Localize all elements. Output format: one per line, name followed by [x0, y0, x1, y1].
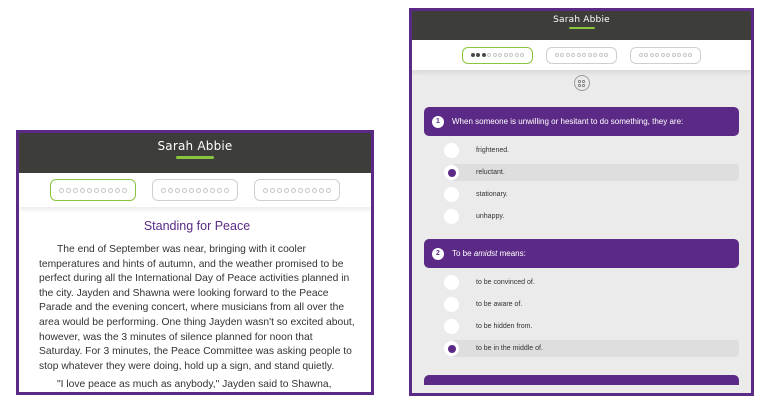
progress-section-2[interactable]	[546, 47, 617, 64]
header-bar	[19, 133, 371, 173]
progress-dot	[305, 188, 310, 193]
quiz-list	[412, 107, 751, 385]
story-panel	[16, 130, 374, 395]
progress-dot	[666, 53, 670, 57]
progress-dot	[604, 53, 608, 57]
progress-dot	[298, 188, 303, 193]
progress-bar	[412, 40, 751, 70]
progress-dot	[560, 53, 564, 57]
progress-dot	[224, 188, 229, 193]
progress-dot	[683, 53, 687, 57]
progress-dot	[498, 53, 502, 57]
progress-dot	[277, 188, 282, 193]
question-number: 2	[432, 248, 444, 260]
answer-label: unhappy.	[476, 213, 505, 220]
progress-dot	[196, 188, 201, 193]
answer-label: frightened.	[476, 147, 510, 154]
answer-option[interactable]	[452, 142, 739, 159]
progress-bar	[19, 173, 371, 207]
progress-dot	[509, 53, 513, 57]
story-paragraph: "I love peace as much as anybody," Jayden said to Shawna,	[57, 379, 332, 391]
progress-dot	[319, 188, 324, 193]
answer-label: to be aware of.	[476, 301, 523, 308]
radio-button[interactable]	[444, 187, 459, 202]
progress-dot	[203, 188, 208, 193]
question-header	[424, 107, 739, 136]
progress-dot	[263, 188, 268, 193]
progress-dot	[493, 53, 497, 57]
radio-button[interactable]	[444, 209, 459, 224]
progress-dot	[66, 188, 71, 193]
quiz-panel	[409, 8, 754, 396]
user-name: Sarah Abbie	[553, 15, 610, 25]
question-text: When someone is unwilling or hesitant to do something, they are:	[452, 117, 684, 126]
progress-dot	[312, 188, 317, 193]
progress-dot	[577, 53, 581, 57]
progress-dot	[644, 53, 648, 57]
answer-options	[424, 268, 739, 357]
progress-dot	[94, 188, 99, 193]
radio-button[interactable]	[444, 143, 459, 158]
progress-dot	[655, 53, 659, 57]
progress-section-1[interactable]	[462, 47, 533, 64]
answer-option[interactable]	[452, 318, 739, 335]
progress-dot	[688, 53, 692, 57]
progress-dot	[599, 53, 603, 57]
progress-dot	[270, 188, 275, 193]
answer-option[interactable]	[452, 296, 739, 313]
progress-dot	[677, 53, 681, 57]
radio-button[interactable]	[444, 341, 459, 356]
progress-dot	[476, 53, 480, 57]
progress-dot	[555, 53, 559, 57]
progress-dot	[59, 188, 64, 193]
progress-section-3[interactable]	[630, 47, 701, 64]
answer-label: reluctant.	[476, 169, 505, 176]
progress-dot	[122, 188, 127, 193]
progress-dot	[175, 188, 180, 193]
progress-dot	[210, 188, 215, 193]
progress-dot	[571, 53, 575, 57]
name-underline	[569, 27, 595, 29]
progress-dot	[672, 53, 676, 57]
progress-dot	[161, 188, 166, 193]
grid-icon	[578, 80, 585, 87]
radio-button[interactable]	[444, 297, 459, 312]
progress-dot	[115, 188, 120, 193]
story-paragraph: The end of September was near, bringing with it cooler temperatures and hints of autumn, and the weather promised to be perfect during all the International Day of Peace activities planned in the city. Jayden and Shawna were looking forward to the Peace Parade and the evening concert, where musicians from all over the area would be performing. One thing Jayden wasn't so excited about, however, was the 3 minutes of silence planned for noon that Saturday. For 3 minutes, the Peace Committee was asking people to stop whatever they were doing, hold up a sign, and stand quietly.	[39, 244, 355, 372]
radio-button[interactable]	[444, 275, 459, 290]
answer-option[interactable]	[452, 164, 739, 181]
answer-option[interactable]	[452, 208, 739, 225]
progress-dot	[217, 188, 222, 193]
progress-dot	[582, 53, 586, 57]
question-header	[424, 375, 739, 385]
progress-dot	[471, 53, 475, 57]
header-bar	[412, 11, 751, 40]
radio-button[interactable]	[444, 319, 459, 334]
question-number: 1	[432, 116, 444, 128]
answer-option[interactable]	[452, 186, 739, 203]
progress-dot	[87, 188, 92, 193]
progress-dot	[650, 53, 654, 57]
progress-section-1[interactable]	[50, 179, 136, 201]
story-title: Standing for Peace	[143, 219, 251, 233]
answer-label: stationary.	[476, 191, 508, 198]
grid-toggle-button[interactable]	[574, 75, 590, 91]
progress-dot	[108, 188, 113, 193]
progress-section-2[interactable]	[152, 179, 238, 201]
progress-dot	[520, 53, 524, 57]
progress-dot	[661, 53, 665, 57]
progress-dot	[588, 53, 592, 57]
answer-option[interactable]	[452, 274, 739, 291]
progress-section-3[interactable]	[254, 179, 340, 201]
answer-option[interactable]	[452, 340, 739, 357]
question-text: To be amidst means:	[452, 249, 526, 258]
answer-label: to be convinced of.	[476, 279, 535, 286]
progress-dot	[566, 53, 570, 57]
progress-dot	[73, 188, 78, 193]
progress-dot	[482, 53, 486, 57]
progress-dot	[101, 188, 106, 193]
progress-dot	[80, 188, 85, 193]
story-content	[19, 207, 371, 393]
answer-label: to be in the middle of.	[476, 345, 543, 352]
progress-dot	[487, 53, 491, 57]
user-name: Sarah Abbie	[157, 139, 233, 153]
progress-dot	[515, 53, 519, 57]
progress-dot	[284, 188, 289, 193]
progress-dot	[326, 188, 331, 193]
progress-dot	[291, 188, 296, 193]
progress-dot	[504, 53, 508, 57]
radio-button[interactable]	[444, 165, 459, 180]
progress-dot	[182, 188, 187, 193]
progress-dot	[189, 188, 194, 193]
answer-label: to be hidden from.	[476, 323, 533, 330]
question-header	[424, 239, 739, 268]
answer-options	[424, 136, 739, 225]
progress-dot	[593, 53, 597, 57]
progress-dot	[639, 53, 643, 57]
name-underline	[176, 156, 214, 159]
progress-dot	[168, 188, 173, 193]
